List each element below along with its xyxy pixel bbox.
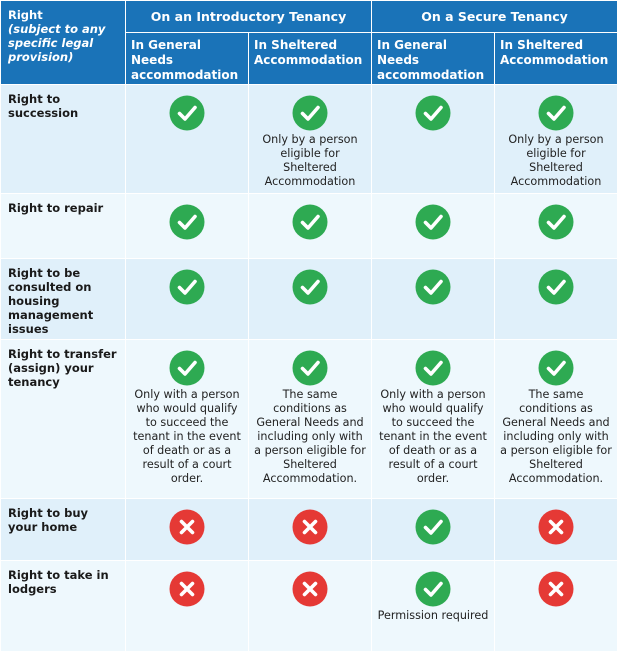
row-label: Right to take in lodgers <box>1 561 126 652</box>
table-cell <box>372 85 495 194</box>
table-cell <box>249 561 372 652</box>
cell-note: The same conditions as General Needs and including only with a person eligible for Sheltered Accommodation. <box>500 388 612 485</box>
table-row <box>1 561 618 652</box>
checkmark-icon <box>292 95 328 131</box>
table-row <box>1 194 618 259</box>
cross-icon <box>292 509 328 545</box>
column-header: In General Needs accommodation <box>126 33 249 85</box>
table-row <box>1 499 618 561</box>
column-header: In Sheltered Accommodation <box>495 33 618 85</box>
checkmark-icon <box>538 350 574 386</box>
table-cell <box>126 259 249 340</box>
table-cell <box>126 340 249 499</box>
cell-note: The same conditions as General Needs and including only with a person eligible for Sheltered Accommodation. <box>254 388 366 485</box>
table-cell <box>495 85 618 194</box>
group-introductory-tenancy: On an Introductory Tenancy <box>126 1 372 33</box>
cross-icon <box>538 571 574 607</box>
cross-icon <box>169 571 205 607</box>
row-label: Right to be consulted on housing management issues <box>1 259 126 340</box>
table-row <box>1 340 618 499</box>
table-cell <box>249 85 372 194</box>
checkmark-icon <box>415 269 451 305</box>
group-secure-tenancy: On a Secure Tenancy <box>372 1 618 33</box>
table-cell <box>372 499 495 561</box>
corner-title: Right <box>8 8 43 22</box>
cell-note: Only by a person eligible for Sheltered Accommodation <box>508 133 604 188</box>
table-cell <box>126 499 249 561</box>
row-label: Right to succession <box>1 85 126 194</box>
checkmark-icon <box>169 204 205 240</box>
cell-note: Only by a person eligible for Sheltered Accommodation <box>262 133 358 188</box>
table-cell <box>249 259 372 340</box>
table-cell <box>249 499 372 561</box>
checkmark-icon <box>538 204 574 240</box>
cross-icon <box>292 571 328 607</box>
checkmark-icon <box>292 269 328 305</box>
checkmark-icon <box>415 350 451 386</box>
table-cell <box>372 194 495 259</box>
corner-subtitle: (subject to any specific legal provision) <box>8 22 106 64</box>
checkmark-icon <box>415 571 451 607</box>
table-row <box>1 259 618 340</box>
checkmark-icon <box>415 204 451 240</box>
table-cell <box>372 340 495 499</box>
cross-icon <box>538 509 574 545</box>
corner-header <box>1 1 126 85</box>
table-cell <box>495 259 618 340</box>
table-cell <box>495 561 618 652</box>
table-cell <box>495 340 618 499</box>
checkmark-icon <box>538 269 574 305</box>
column-header: In General Needs accommodation <box>372 33 495 85</box>
table-row <box>1 85 618 194</box>
checkmark-icon <box>169 350 205 386</box>
table-cell <box>495 194 618 259</box>
table-body <box>1 85 618 652</box>
row-label: Right to buy your home <box>1 499 126 561</box>
table-cell <box>249 194 372 259</box>
table-cell <box>372 259 495 340</box>
checkmark-icon <box>169 95 205 131</box>
table-header <box>1 1 618 85</box>
checkmark-icon <box>415 509 451 545</box>
cell-note: Only with a person who would qualify to succeed the tenant in the event of death or as a result of a court order. <box>133 388 241 485</box>
column-header: In Sheltered Accommodation <box>249 33 372 85</box>
checkmark-icon <box>415 95 451 131</box>
table-cell <box>126 561 249 652</box>
row-label: Right to repair <box>1 194 126 259</box>
checkmark-icon <box>169 269 205 305</box>
table-cell <box>495 499 618 561</box>
cell-note: Permission required <box>377 609 489 622</box>
cross-icon <box>169 509 205 545</box>
table-cell <box>249 340 372 499</box>
checkmark-icon <box>292 204 328 240</box>
checkmark-icon <box>538 95 574 131</box>
table-cell <box>126 194 249 259</box>
cell-note: Only with a person who would qualify to succeed the tenant in the event of death or as a result of a court order. <box>379 388 487 485</box>
row-label: Right to transfer (assign) your tenancy <box>1 340 126 499</box>
table-cell <box>372 561 495 652</box>
checkmark-icon <box>292 350 328 386</box>
table-cell <box>126 85 249 194</box>
